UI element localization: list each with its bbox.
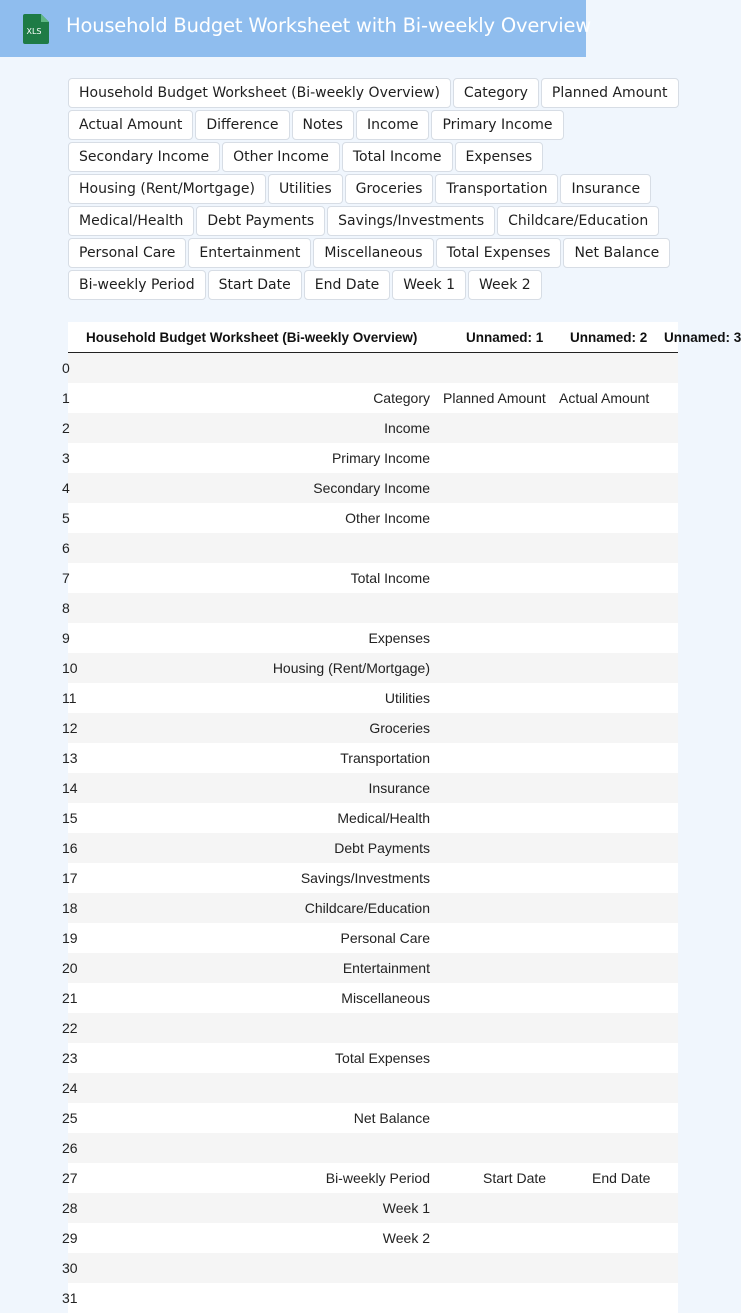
row-index: 23	[62, 1050, 78, 1066]
category-cell: Utilities	[384, 690, 430, 706]
row-index: 11	[62, 690, 77, 706]
table-row	[62, 1133, 678, 1163]
category-cell: Week 1	[382, 1200, 430, 1216]
column-chip[interactable]: Start Date	[208, 270, 302, 300]
data-table	[62, 322, 741, 1306]
row-index: 17	[62, 870, 78, 886]
table-row	[62, 893, 678, 923]
app-header	[0, 0, 592, 57]
column-chip[interactable]: Notes	[292, 110, 354, 140]
column-chip[interactable]: Total Expenses	[436, 238, 562, 268]
category-cell: Primary Income	[331, 450, 430, 466]
column-header[interactable]: Unnamed: 1	[466, 330, 544, 345]
category-cell: Savings/Investments	[300, 870, 430, 886]
column-chip[interactable]: Utilities	[268, 174, 343, 204]
row-index: 7	[62, 570, 70, 586]
table-row	[62, 443, 678, 473]
row-index: 21	[62, 990, 78, 1006]
table-row	[62, 413, 678, 443]
table-row	[62, 1013, 678, 1043]
column-header[interactable]: Unnamed: 3	[664, 330, 741, 345]
row-index: 3	[62, 450, 70, 466]
column-chip[interactable]: Difference	[195, 110, 289, 140]
category-cell: Week 2	[382, 1230, 430, 1246]
row-index: 18	[62, 900, 78, 916]
row-index: 31	[62, 1290, 78, 1306]
row-index: 27	[62, 1170, 78, 1186]
table-row	[62, 1223, 678, 1253]
category-cell: Housing (Rent/Mortgage)	[272, 660, 430, 676]
column-chip[interactable]: Childcare/Education	[497, 206, 659, 236]
row-index: 22	[62, 1020, 78, 1036]
category-cell: Expenses	[368, 630, 430, 646]
table-row	[62, 563, 678, 593]
column-chip[interactable]: Income	[356, 110, 430, 140]
table-row	[62, 1253, 678, 1283]
table-row	[62, 1163, 678, 1193]
column-chip[interactable]: Insurance	[560, 174, 651, 204]
row-index: 4	[62, 480, 70, 496]
row-index: 28	[62, 1200, 78, 1216]
row-index: 1	[62, 390, 70, 406]
column-chip[interactable]: Entertainment	[188, 238, 311, 268]
category-cell: Secondary Income	[313, 480, 430, 496]
category-cell: Total Income	[350, 570, 430, 586]
table-row	[62, 1073, 678, 1103]
planned-cell: Planned Amount	[443, 390, 546, 406]
column-chip[interactable]: Household Budget Worksheet (Bi-weekly Overview)	[68, 78, 451, 108]
table-row	[62, 1103, 678, 1133]
column-chip[interactable]: Total Income	[342, 142, 453, 172]
table-row	[62, 773, 678, 803]
row-index: 5	[62, 510, 70, 526]
column-chip[interactable]: Groceries	[345, 174, 434, 204]
planned-cell: Start Date	[483, 1170, 547, 1186]
category-cell: Category	[373, 390, 430, 406]
category-cell: Childcare/Education	[304, 900, 430, 916]
category-cell: Entertainment	[342, 960, 430, 976]
column-chip[interactable]: Miscellaneous	[313, 238, 433, 268]
category-cell: Bi-weekly Period	[325, 1170, 430, 1186]
row-index: 10	[62, 660, 78, 676]
row-index: 16	[62, 840, 78, 856]
row-index: 0	[62, 360, 70, 376]
category-cell: Insurance	[368, 780, 430, 796]
row-index: 9	[62, 630, 70, 646]
category-cell: Total Expenses	[335, 1050, 430, 1066]
row-index: 8	[62, 600, 70, 616]
column-chip[interactable]: Category	[453, 78, 539, 108]
column-chip[interactable]: Personal Care	[68, 238, 186, 268]
table-row	[62, 803, 678, 833]
row-index: 30	[62, 1260, 78, 1276]
column-chip[interactable]: Debt Payments	[196, 206, 325, 236]
table-row	[62, 383, 678, 413]
column-chip[interactable]: Savings/Investments	[327, 206, 495, 236]
column-chip[interactable]: Planned Amount	[541, 78, 679, 108]
table-row	[62, 653, 678, 683]
table-row	[62, 833, 678, 863]
row-index: 2	[62, 420, 70, 436]
table-row	[62, 473, 678, 503]
spreadsheet-file-icon	[22, 13, 50, 45]
file-type-label: XLS	[26, 27, 42, 36]
column-chip[interactable]: Bi-weekly Period	[68, 270, 206, 300]
row-index: 25	[62, 1110, 78, 1126]
table-row	[62, 983, 678, 1013]
table-body	[62, 353, 678, 1313]
row-index: 6	[62, 540, 70, 556]
table-row	[62, 1193, 678, 1223]
table-row	[62, 953, 678, 983]
table-row	[62, 593, 678, 623]
row-index: 14	[62, 780, 78, 796]
column-chip[interactable]: Expenses	[455, 142, 544, 172]
category-cell: Debt Payments	[334, 840, 430, 856]
row-index: 19	[62, 930, 78, 946]
category-cell: Income	[384, 420, 430, 436]
row-index: 24	[62, 1080, 78, 1096]
column-chip[interactable]: Net Balance	[563, 238, 670, 268]
column-chip[interactable]: End Date	[304, 270, 391, 300]
column-chip-list	[68, 78, 702, 300]
category-cell: Other Income	[345, 510, 430, 526]
row-index: 12	[62, 720, 78, 736]
table-row	[62, 713, 678, 743]
category-cell: Groceries	[369, 720, 430, 736]
table-row	[62, 923, 678, 953]
column-chip[interactable]: Other Income	[222, 142, 340, 172]
column-chip[interactable]: Medical/Health	[68, 206, 194, 236]
table-row	[62, 623, 678, 653]
column-chip[interactable]: Housing (Rent/Mortgage)	[68, 174, 266, 204]
column-header[interactable]: Unnamed: 2	[570, 330, 648, 345]
category-cell: Net Balance	[353, 1110, 430, 1126]
column-header[interactable]: Household Budget Worksheet (Bi-weekly Overview)	[86, 330, 418, 345]
table-row	[62, 353, 678, 383]
category-cell: Medical/Health	[337, 810, 430, 826]
column-chip[interactable]: Week 1	[392, 270, 466, 300]
column-chip[interactable]: Secondary Income	[68, 142, 220, 172]
table-row	[62, 1043, 678, 1073]
row-index: 20	[62, 960, 78, 976]
table-row	[62, 683, 678, 713]
actual-cell: Actual Amount	[559, 390, 650, 406]
row-index: 29	[62, 1230, 78, 1246]
row-index: 15	[62, 810, 78, 826]
column-chip[interactable]: Primary Income	[431, 110, 563, 140]
row-index: 26	[62, 1140, 78, 1156]
table-header	[68, 322, 741, 353]
column-chip[interactable]: Transportation	[435, 174, 558, 204]
category-cell: Personal Care	[340, 930, 430, 946]
table-row	[62, 533, 678, 563]
table-row	[62, 503, 678, 533]
category-cell: Miscellaneous	[341, 990, 430, 1006]
table-row	[62, 743, 678, 773]
column-chip[interactable]: Actual Amount	[68, 110, 193, 140]
actual-cell: End Date	[592, 1170, 651, 1186]
table-row	[62, 1283, 678, 1313]
column-chip[interactable]: Week 2	[468, 270, 542, 300]
table-row	[62, 863, 678, 893]
page-title: Household Budget Worksheet with Bi-weekly Overview	[66, 14, 592, 37]
category-cell: Transportation	[340, 750, 430, 766]
row-index: 13	[62, 750, 78, 766]
